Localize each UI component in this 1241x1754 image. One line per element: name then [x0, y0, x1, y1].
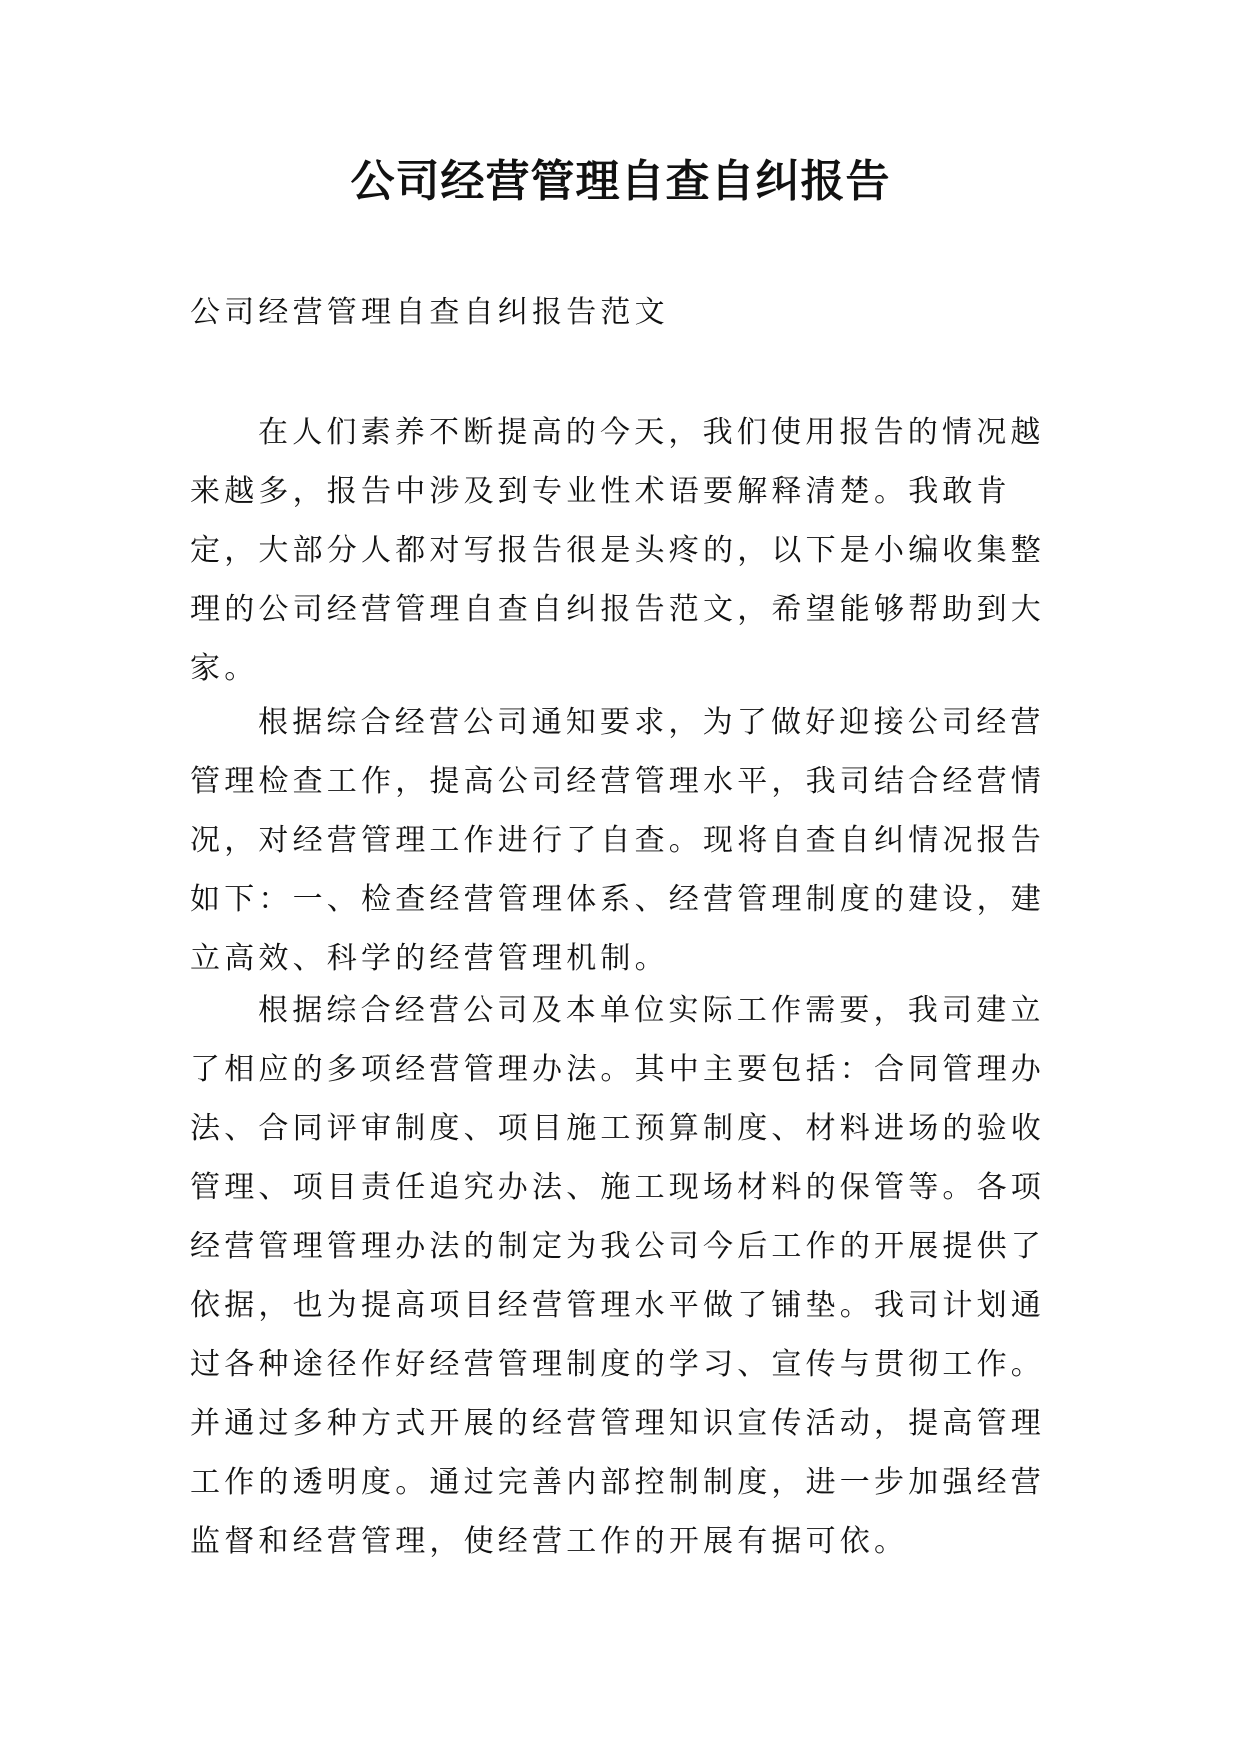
paragraph-intro: 在人们素养不断提高的今天，我们使用报告的情况越来越多，报告中涉及到专业性术语要解释清楚。我敢肯定，大部分人都对写报告很是头疼的，以下是小编收集整理的公司经营管理自查自纠报告范文，希望能够帮助到大家。: [190, 415, 1045, 686]
paragraph-measures: 根据综合经营公司及本单位实际工作需要，我司建立了相应的多项经营管理办法。其中主要包括：合同管理办法、合同评审制度、项目施工预算制度、材料进场的验收管理、项目责任追究办法、施工现场材料的保管等。各项经营管理管理办法的制定为我公司今后工作的开展提供了依据，也为提高项目经营管理水平做了铺垫。我司计划通过各种途径作好经营管理制度的学习、宣传与贯彻工作。并通过多种方式开展的经营管理知识宣传活动，提高管理工作的透明度。通过完善内部控制制度，进一步加强经营监督和经营管理，使经营工作的开展有据可依。: [190, 993, 1045, 1559]
paragraph-notice: 根据综合经营公司通知要求，为了做好迎接公司经营管理检查工作，提高公司经营管理水平，我司结合经营情况，对经营管理工作进行了自查。现将自查自纠情况报告如下：一、检查经营管理体系、经营管理制度的建设，建立高效、科学的经营管理机制。: [190, 705, 1045, 976]
document-title: 公司经营管理自查自纠报告: [350, 156, 891, 207]
document-subtitle: 公司经营管理自查自纠报告范文: [190, 295, 669, 330]
